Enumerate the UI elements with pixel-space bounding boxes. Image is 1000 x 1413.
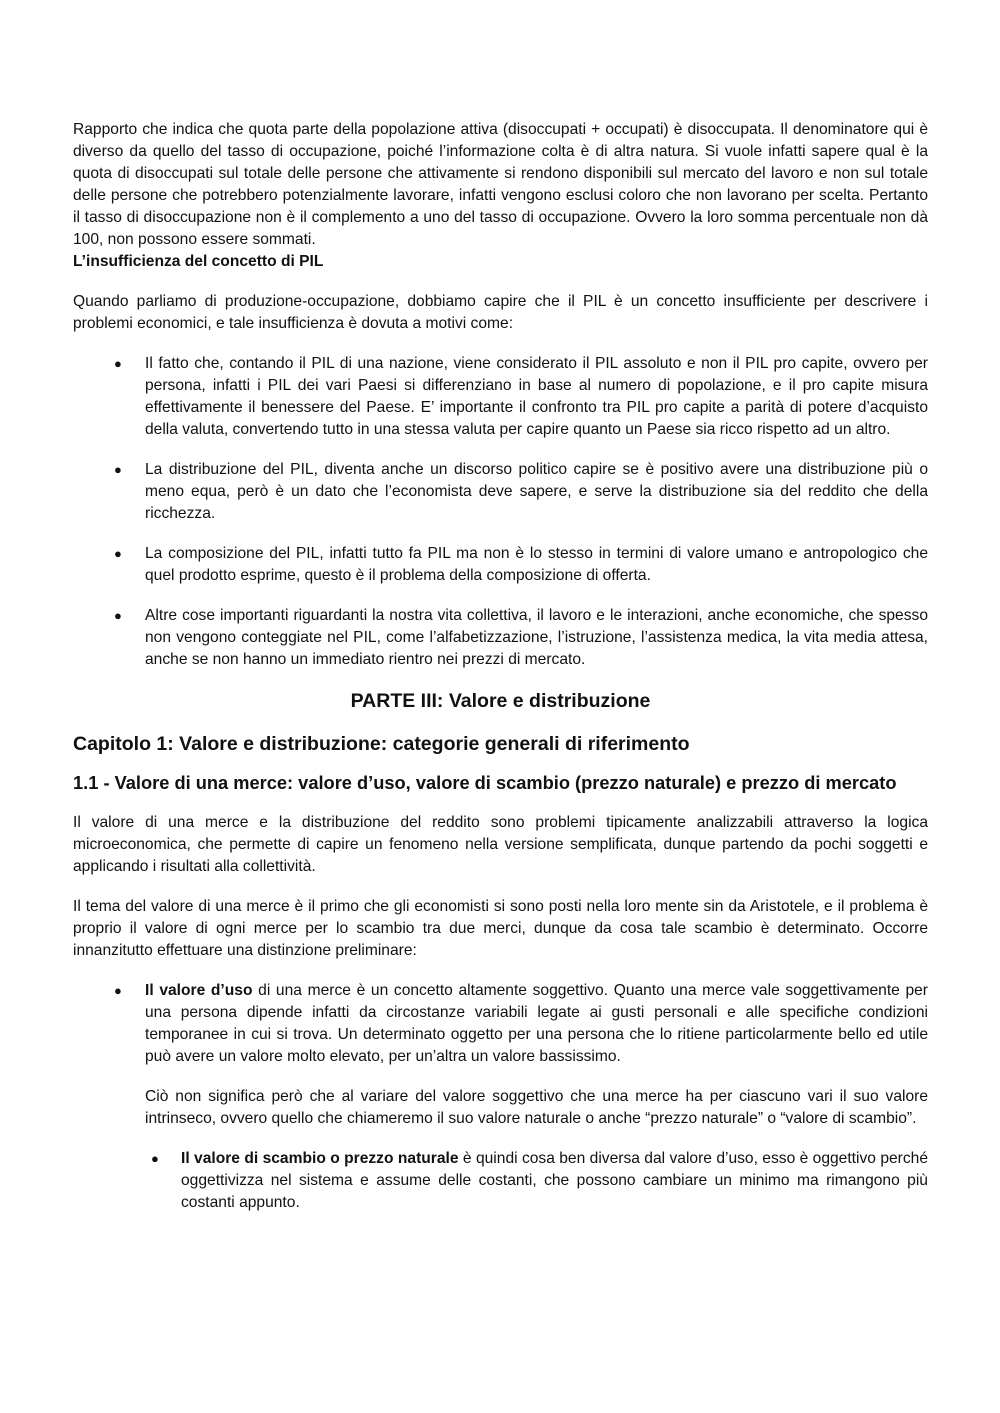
bullet-icon: ● bbox=[114, 546, 122, 561]
intro-paragraph: Rapporto che indica che quota parte della popolazione attiva (disoccupati + occupati) è disoccupata. Il denominatore qui è diverso da quello del tasso di occupazione, poiché l’informazione colta è di altra natura. Si vuole infatti sapere qual è la quota di disoccupati sul totale delle persone che attivamente si rendono disponibili sul mercato del lavoro e non sul totale delle persone che potrebbero potenzialmente lavorare, infatti vengono esclusi coloro che non lavorano per scelta. Pertanto il tasso di disoccupazione non è il complemento a uno del tasso di occupazione. Ovvero la loro somma percentuale non dà 100, non possono essere sommati. bbox=[73, 121, 928, 248]
chapter-title: Capitolo 1: Valore e distribuzione: categorie generali di riferimento bbox=[73, 733, 690, 755]
bullet-icon: ● bbox=[114, 356, 122, 371]
list-item-text: Il fatto che, contando il PIL di una nazione, viene considerato il PIL assoluto e non il PIL pro capite, ovvero per persona, infatti i PIL dei vari Paesi si differenziano in base al numero di popolazione, e il pro capite misura effettivamente il benessere del Paese. E’ importante il confronto tra PIL pro capite a parità di potere d’acquisto della valuta, convertendo tutto in una stessa valuta per capire quanto un Paese sia ricco rispetto ad un altro. bbox=[145, 355, 928, 438]
section-paragraph-2: Il tema del valore di una merce è il primo che gli economisti si sono posti nella loro mente sin da Aristotele, e il problema è proprio il valore di ogni merce per lo scambio tra due merci, dunque da cosa tale scambio è determinato. Occorre innanzitutto effettuare una distinzione preliminare: bbox=[73, 898, 928, 959]
bullet-icon: ● bbox=[151, 1151, 159, 1166]
bullet-icon: ● bbox=[114, 983, 122, 998]
term-valore-scambio: Il valore di scambio o prezzo naturale bbox=[181, 1150, 459, 1167]
list-item-text: La composizione del PIL, infatti tutto fa PIL ma non è lo stesso in termini di valore umano e antropologico che quel prodotto esprime, questo è il problema della composizione di offerta. bbox=[145, 545, 928, 584]
term-valore-uso: Il valore d’uso bbox=[145, 982, 253, 999]
list-item bbox=[73, 1148, 928, 1214]
part-title: PARTE III: Valore e distribuzione bbox=[350, 690, 651, 712]
section-paragraph-1: Il valore di una merce e la distribuzione del reddito sono problemi tipicamente analizzabili attraverso la logica microeconomica, che permette di capire un fenomeno nella versione semplificata, dunque partendo da pochi soggetti e applicando i risultati alla collettività. bbox=[73, 814, 928, 875]
pil-bullet-list bbox=[73, 353, 928, 671]
list-item-text: di una merce è un concetto altamente soggettivo. Quanto una merce vale soggettivamente per una persona dipende infatti da circostanze variabili legate ai gusti personali e alle specifiche condizioni temporanee in cui si trova. Un determinato oggetto per una persona che lo ritiene particolarmente bello ed utile può avere un valore molto elevato, per un’altra un valore bassissimo. bbox=[145, 982, 929, 1065]
list-item bbox=[73, 605, 928, 671]
list-item-text: La distribuzione del PIL, diventa anche un discorso politico capire se è positivo avere una distribuzione più o meno equa, però è un dato che l’economista deve sapere, e serve la distribuzione sia del reddito che della ricchezza. bbox=[145, 461, 928, 522]
list-item bbox=[73, 459, 928, 525]
section-title: 1.1 - Valore di una merce: valore d’uso, valore di scambio (prezzo naturale) e prezzo di mercato bbox=[73, 772, 897, 793]
pil-intro-paragraph: Quando parliamo di produzione-occupazione, dobbiamo capire che il PIL è un concetto insufficiente per descrivere i problemi economici, e tale insufficienza è dovuta a motivi come: bbox=[73, 293, 928, 332]
uso-followup-paragraph: Ciò non significa però che al variare del valore soggettivo che una merce ha per ciascuno vari il suo valore intrinseco, ovvero quello che chiameremo il suo valore naturale o anche “prezzo naturale” o “valore di scambio”. bbox=[145, 1088, 928, 1127]
list-item-text: Altre cose importanti riguardanti la nostra vita collettiva, il lavoro e le interazioni, anche economiche, che spesso non vengono conteggiate nel PIL, come l’alfabetizzazione, l’istruzione, l’assistenza medica, la vita media attesa, anche se non hanno un immediato rientro nei prezzi di mercato. bbox=[145, 607, 928, 668]
list-item-text: è quindi cosa ben diversa dal valore d’uso, esso è oggettivo perché oggettivizza nel sistema e assume delle costanti, che possono cambiare un minimo ma rimangono più costanti appunto. bbox=[181, 1150, 928, 1211]
bullet-icon: ● bbox=[114, 608, 122, 623]
pil-heading: L’insufficienza del concetto di PIL bbox=[73, 253, 324, 270]
list-item bbox=[73, 543, 928, 587]
nested-bullet-list bbox=[73, 1148, 928, 1214]
bullet-icon: ● bbox=[114, 462, 122, 477]
list-item bbox=[73, 353, 928, 441]
value-bullet-list bbox=[73, 980, 928, 1068]
list-item bbox=[73, 980, 928, 1068]
